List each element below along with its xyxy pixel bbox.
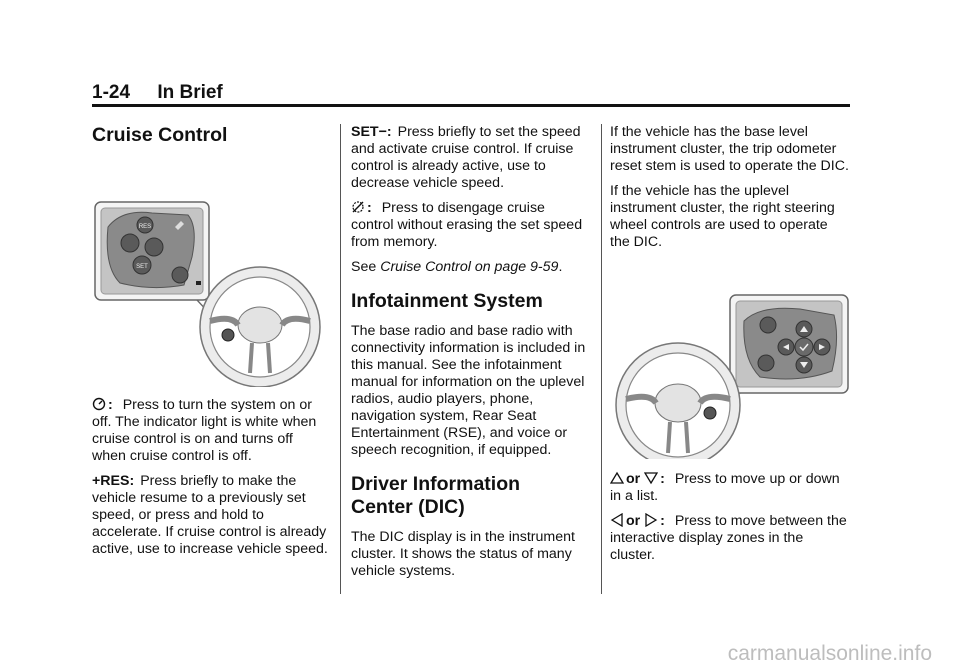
left-right-desc xyxy=(610,513,850,564)
steering-wheel-dic-figure xyxy=(610,259,850,459)
cruise-controls-illustration xyxy=(92,157,330,387)
set-label-text: SET−: xyxy=(351,124,392,140)
up-arrow-icon xyxy=(610,471,624,485)
cruise-on-off-label xyxy=(92,397,117,413)
res-desc xyxy=(92,473,330,558)
column-divider-2 xyxy=(601,124,602,594)
right-arrow-icon xyxy=(644,513,658,527)
cancel-colon: : xyxy=(367,200,372,216)
up-down-label xyxy=(610,471,669,487)
res-label-text: +RES: xyxy=(92,473,135,489)
base-cluster-text: If the vehicle has the base level instrument cluster, the trip odometer reset stem is used to operate the DIC. xyxy=(610,124,849,174)
cruise-on-off-desc xyxy=(92,397,330,465)
cruise-control-icon xyxy=(92,397,106,411)
down-arrow-icon xyxy=(644,471,658,485)
set-label: SET xyxy=(136,264,148,270)
watermark: carmanualsonline.info xyxy=(727,642,932,665)
left-arrow-icon xyxy=(610,513,624,527)
or-text-2: or xyxy=(626,513,641,529)
column-2 xyxy=(351,124,587,588)
uplevel-cluster-text: If the vehicle has the uplevel instrument cluster, the right steering wheel controls are used to operate the DIC. xyxy=(610,183,835,250)
set-text: Press briefly to set the speed and activate cruise control. If cruise control is already active, use to decrease vehicle speed. xyxy=(351,124,581,191)
up-down-desc xyxy=(610,471,850,505)
column-divider-1 xyxy=(340,124,341,594)
infotainment-text: The base radio and base radio with connectivity information is included in this manual. See the infotainment manual for information on the uplevel radios, audio players, phone, navigation system, Rear Seat Entertainment (RSE), and voice or speech recognition, if equipped. xyxy=(351,323,586,458)
cruise-on-off-colon: : xyxy=(108,397,113,413)
dic-text: The DIC display is in the instrument cluster. It shows the status of many vehicle systems. xyxy=(351,529,575,579)
see-prefix: See xyxy=(351,259,377,275)
heading-dic: Driver Information Center (DIC) xyxy=(351,473,521,518)
colon-2: : xyxy=(660,513,665,529)
dic-controls-illustration xyxy=(610,259,850,459)
left-right-text: Press to move between the interactive display zones in the cluster. xyxy=(610,513,847,563)
cruise-cancel-icon xyxy=(351,200,365,214)
colon-1: : xyxy=(660,471,665,487)
column-1 xyxy=(92,124,330,566)
see-reference xyxy=(351,259,587,276)
res-text: Press briefly to make the vehicle resume to a previously set speed, or press and hold to accelerate. If cruise control is already active, use to increase vehicle speed. xyxy=(92,473,328,557)
header-rule xyxy=(92,104,850,107)
see-link[interactable]: Cruise Control on page 9-59 xyxy=(380,259,559,275)
page-header xyxy=(92,82,223,104)
heading-cruise-control: Cruise Control xyxy=(92,124,228,146)
page-number: 1-24 xyxy=(92,82,131,103)
cancel-text: Press to disengage cruise control without erasing the set speed from memory. xyxy=(351,200,583,250)
up-down-text: Press to move up or down in a list. xyxy=(610,471,840,504)
cruise-on-off-text: Press to turn the system on or off. The indicator light is white when cruise control is on and turns off when cruise control is off. xyxy=(92,397,317,464)
section-title: In Brief xyxy=(157,82,223,103)
res-label: RES xyxy=(138,224,152,230)
cancel-label xyxy=(351,200,376,216)
set-desc xyxy=(351,124,587,192)
steering-wheel-cruise-figure xyxy=(92,157,330,387)
see-suffix: . xyxy=(558,259,563,275)
cancel-desc xyxy=(351,200,587,251)
heading-infotainment: Infotainment System xyxy=(351,290,543,312)
or-text-1: or xyxy=(626,471,641,487)
left-right-label xyxy=(610,513,669,529)
column-3 xyxy=(610,124,850,572)
